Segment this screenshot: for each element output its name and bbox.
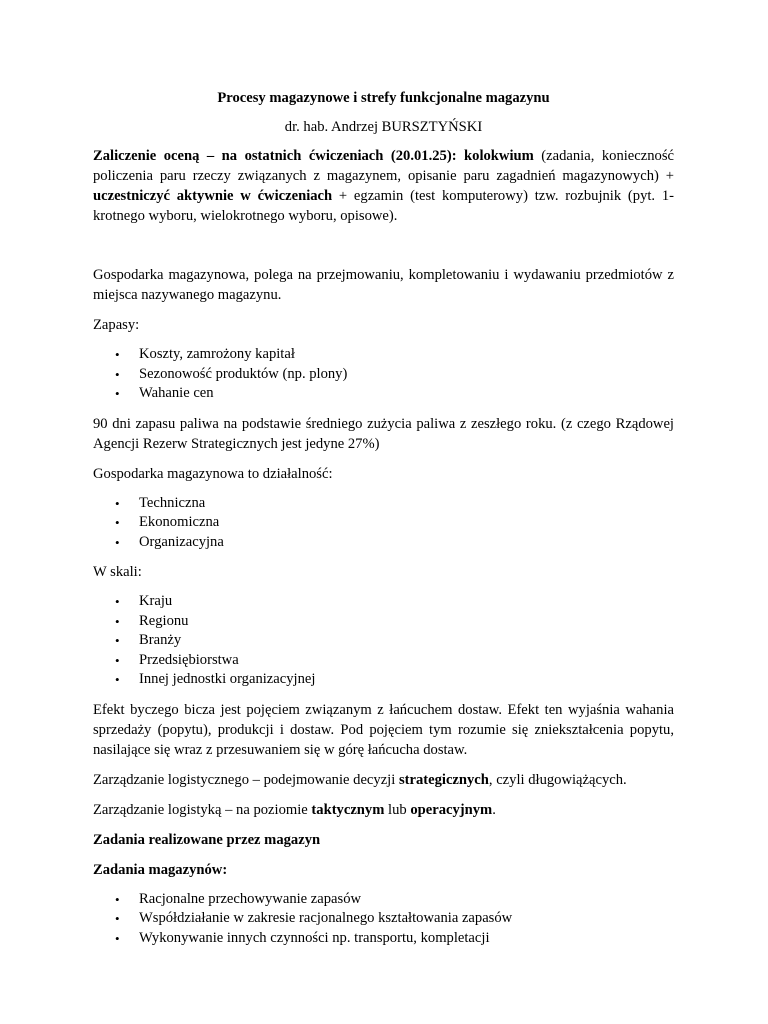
bullet-icon: • [115,347,120,362]
document-page [93,88,674,958]
bullet-icon: • [115,613,120,629]
bullet-icon: • [115,495,120,511]
list-item [93,533,674,553]
zadania-label [93,860,674,880]
zapasy-label: Zapasy: [93,317,140,333]
list-item-text: Współdziałanie w zakresie racjonalnego kształtowania zapasów [139,910,513,926]
bullet-icon: • [115,652,120,668]
list-item [93,345,674,365]
list-item [93,929,674,949]
list-item-text: Koszty, zamrożony kapitał [139,346,295,362]
list-item [93,890,674,910]
efekt-paragraph: Efekt byczego bicza jest pojęciem związanym z łańcuchem dostaw. Efekt ten wyjaśnia wahania sprzedaży (popytu), produkcji i dostaw. Pod pojęciem tym rozumie się zniekształcenia popytu, nasilające się wraz z przesuwaniem się w górę łańcucha dostaw. [93,701,674,758]
list-item [93,513,674,533]
list-item [93,612,674,632]
list-item-text: Wahanie cen [139,385,214,401]
list-item-text: Ekonomiczna [139,514,220,530]
zadania-label-text: Zadania magazynów: [93,861,228,878]
list-item [93,384,674,404]
zadania-realizowane-heading-text: Zadania realizowane przez magazyn [93,831,321,848]
skala-label: W skali: [93,564,142,580]
list-item [93,670,674,690]
list-item-text: Innej jednostki organizacyjnej [139,671,316,687]
zarz1-text-2: , czyli długowiążących. [488,771,627,788]
list-item-text: Przedsiębiorstwa [139,651,239,668]
list-item [93,909,674,929]
document-author: dr. hab. Andrzej BURSZTYŃSKI [284,119,483,135]
dzialalnosc-label: Gospodarka magazynowa to działalność: [93,465,333,482]
list-item-text: Techniczna [139,494,206,511]
list-item [93,651,674,671]
bullet-icon: • [115,891,120,907]
intro-text-2: + egzamin (test komputerowy) tzw. rozbujnik (pyt. 1-krotnego wyboru, wielokrotnego wyboru, opisowe). [93,188,675,224]
list-item-text: Racjonalne przechowywanie zapasów [139,890,362,907]
list-item [93,592,674,612]
list-item-text: Branży [139,632,182,648]
zarz1-text-1: Zarządzanie logistycznego – podejmowanie decyzji [93,771,399,788]
list-item [93,365,674,385]
zarzadzanie-logistyka-paragraph [93,800,674,820]
list-item [93,631,674,651]
bullet-icon: • [115,633,120,648]
document-title: Procesy magazynowe i strefy funkcjonalne magazynu [217,90,550,106]
list-item-text: Sezonowość produktów (np. plony) [139,365,348,382]
bullet-icon: • [115,930,120,946]
bullet-icon: • [115,534,120,550]
dzialalnosc-list [93,494,674,553]
gospodarka-paragraph: Gospodarka magazynowa, polega na przejmowaniu, kompletowaniu i wydawaniu przedmiotów z miejsca nazywanego magazynu. [93,267,674,303]
bullet-icon: • [115,366,120,382]
zarz2-text-2: lub [384,801,411,818]
list-item-text: Organizacyjna [139,533,224,550]
zarz2-text-3: . [492,801,496,818]
list-item-text: Wykonywanie innych czynności np. transportu, kompletacji [139,929,490,946]
zarz2-bold-2: operacyjnym [410,801,493,818]
intro-text-1: (zadania, konieczność policzenia paru rzeczy związanych z magazynem, opisanie paru zagadnień magazynowych) + [93,148,674,184]
zarz2-text-1: Zarządzanie logistyką – na poziomie [93,801,312,818]
zadania-realizowane-heading [93,830,674,850]
zarzadzanie-logistyczne-paragraph [93,770,674,790]
list-item-text: Regionu [139,612,189,629]
zadania-list [93,890,674,949]
zarz1-bold-1: strategicznych [398,771,489,788]
zarz2-bold-1: taktycznym [311,801,385,818]
intro-paragraph [93,146,674,226]
bullet-icon: • [115,911,120,926]
paliwo-paragraph: 90 dni zapasu paliwa na podstawie średniego zużycia paliwa z zeszłego roku. (z czego Rządowej Agencji Rezerw Strategicznych jest jedyne 27%) [93,415,674,452]
list-item [93,494,674,514]
zapasy-list [93,345,674,404]
intro-bold-1: Zaliczenie oceną – na ostatnich ćwiczeniach (20.01.25): kolokwium [93,148,534,164]
bullet-icon: • [115,515,120,530]
skala-list [93,592,674,690]
intro-bold-2: uczestniczyć aktywnie w ćwiczeniach [93,188,333,204]
bullet-icon: • [115,386,120,401]
spacer [93,236,674,265]
bullet-icon: • [115,672,120,687]
bullet-icon: • [115,594,120,609]
list-item-text: Kraju [139,593,173,609]
